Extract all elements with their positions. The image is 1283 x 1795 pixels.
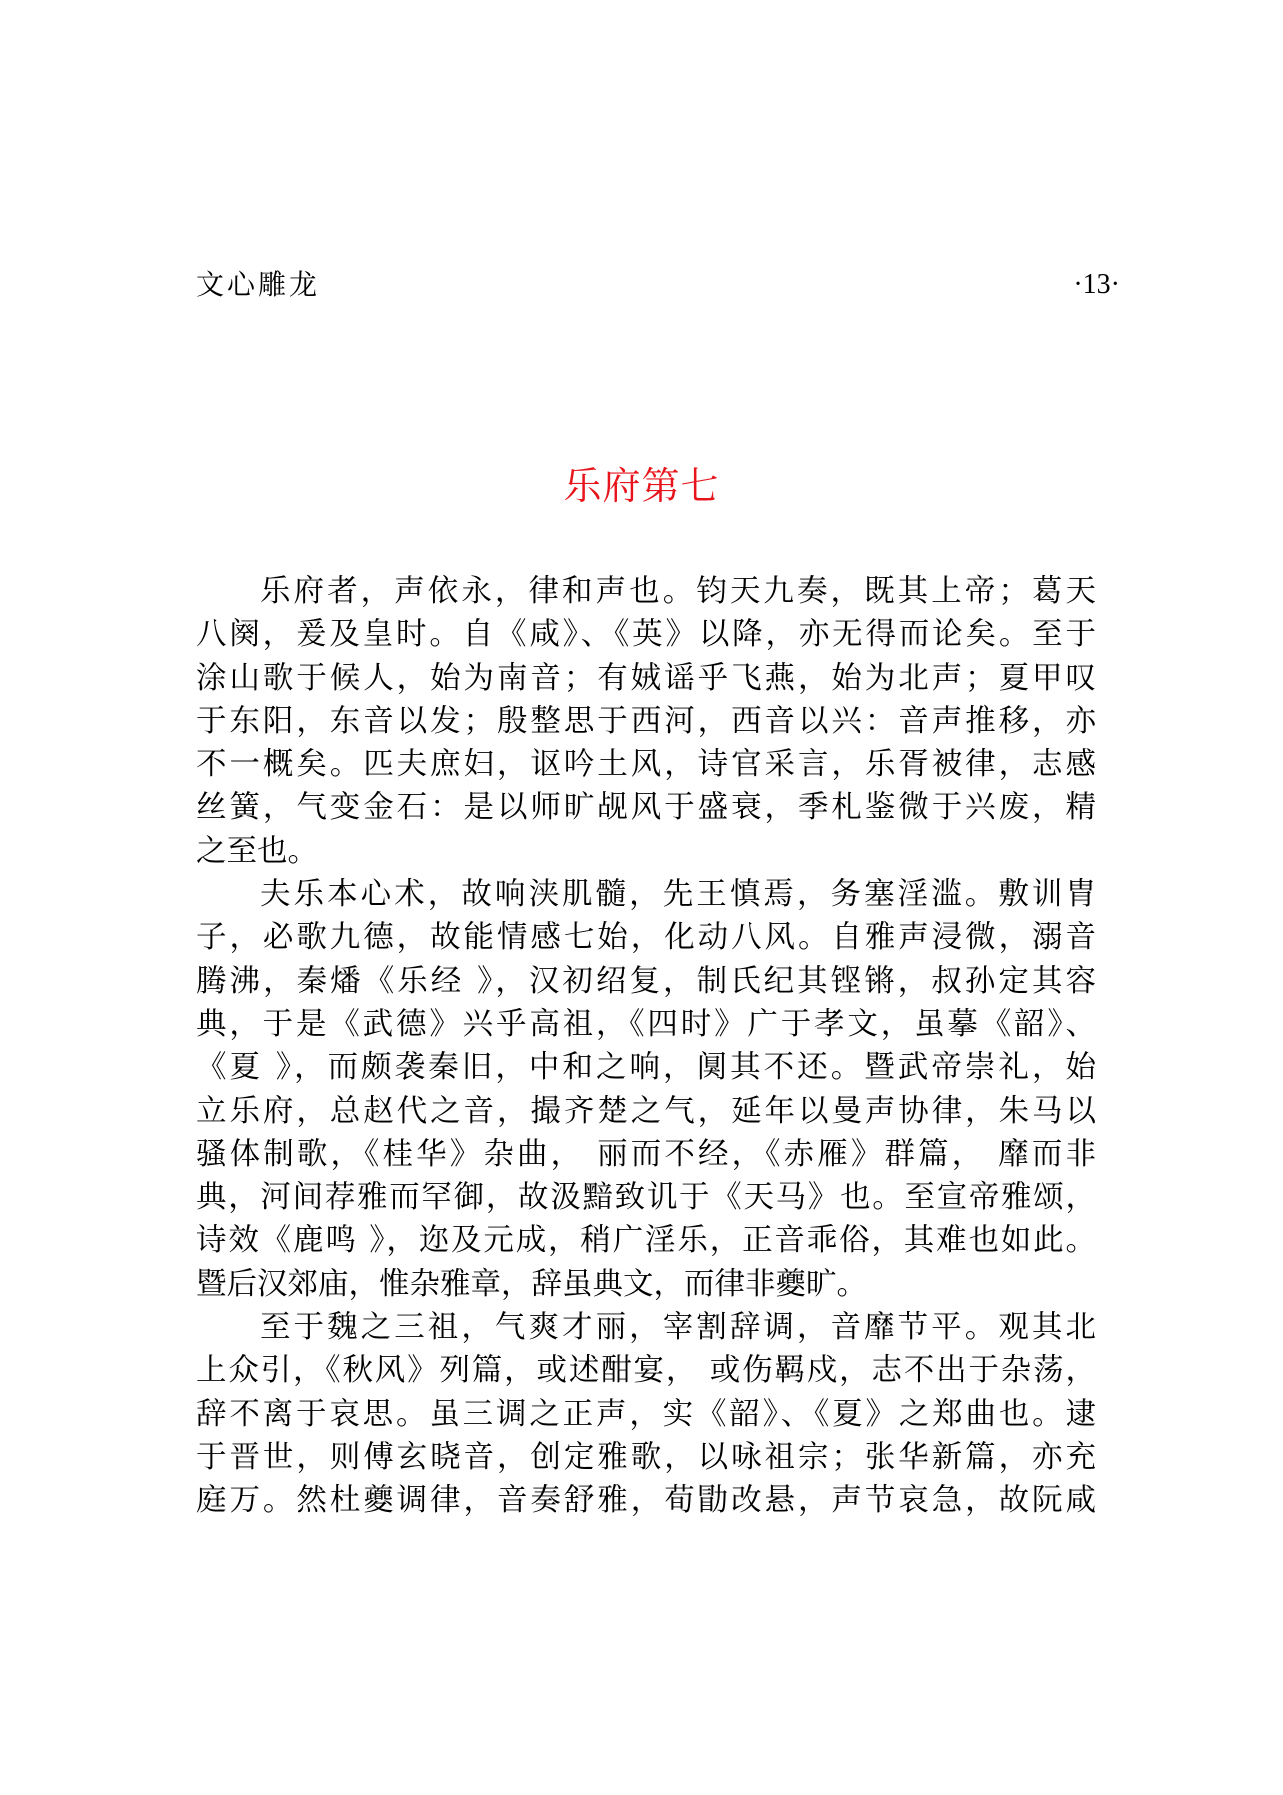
text-line: 典，河间荐雅而罕御，故汲黯致讥于《天马》也。至宣帝雅颂，: [196, 1180, 1096, 1216]
text-line: 立乐府，总赵代之音，撮齐楚之气，延年以曼声协律，朱马以: [196, 1093, 1096, 1129]
text-line: 之至也。: [196, 833, 318, 869]
text-line: 暨后汉郊庙，惟杂雅章，辞虽典文，而律非夔旷。: [196, 1266, 867, 1302]
text-line: 于东阳，东音以发；殷整思于西河，西音以兴：音声推移，亦: [196, 703, 1096, 739]
page-number: ·13·: [1073, 269, 1120, 300]
chapter-title: 乐府第七: [563, 464, 720, 508]
body-text: [196, 570, 1096, 1523]
text-line: 《夏 》，而颇袭秦旧，中和之响，阒其不还。暨武帝崇礼，始: [196, 1050, 1096, 1086]
running-title: 文心雕龙: [196, 268, 321, 301]
text-line: 夫乐本心术，故响浃肌髓，先王慎焉，务塞淫滥。敷训胄: [260, 877, 1096, 913]
text-line: 至于魏之三祖，气爽才丽，宰割辞调，音靡节平。观其北: [260, 1310, 1096, 1346]
text-line: 丝簧，气变金石：是以师旷觇风于盛衰，季札鉴微于兴废，精: [196, 790, 1096, 826]
text-line: 腾沸，秦燔《乐经 》，汉初绍复，制氏纪其铿锵，叔孙定其容: [196, 963, 1096, 999]
text-line: 于晋世，则傅玄晓音，创定雅歌，以咏祖宗；张华新篇，亦充: [196, 1439, 1096, 1475]
text-line: 典，于是《武德》兴乎高祖，《四时》广于孝文，虽摹《韶》、: [196, 1006, 1096, 1042]
text-line: 上众引，《秋风》列篇，或述酣宴， 或伤羁戍，志不出于杂荡，: [196, 1353, 1096, 1389]
text-line: 乐府者，声依永，律和声也。钧天九奏，既其上帝；葛天: [260, 574, 1096, 609]
text-line: 庭万。然杜夔调律，音奏舒雅，荀勖改悬，声节哀急，故阮咸: [196, 1483, 1096, 1519]
text-line: 骚体制歌，《桂华》杂曲， 丽而不经，《赤雁》群篇， 靡而非: [196, 1136, 1096, 1172]
text-line: 八阕，爰及皇时。自《咸》、《英》以降，亦无得而论矣。至于: [196, 617, 1096, 653]
text-line: 涂山歌于候人，始为南音；有娀谣乎飞燕，始为北声；夏甲叹: [196, 660, 1096, 696]
text-line: 辞不离于哀思。虽三调之正声，实《韶》、《夏》之郑曲也。逮: [196, 1396, 1096, 1432]
text-line: 不一概矣。匹夫庶妇，讴吟土风，诗官采言，乐胥被律，志感: [196, 747, 1096, 783]
text-line: 子，必歌九德，故能情感七始，化动八风。自雅声浸微，溺音: [196, 920, 1096, 956]
text-line: 诗效《鹿鸣 》，迩及元成，稍广淫乐，正音乖俗，其难也如此。: [196, 1223, 1096, 1259]
